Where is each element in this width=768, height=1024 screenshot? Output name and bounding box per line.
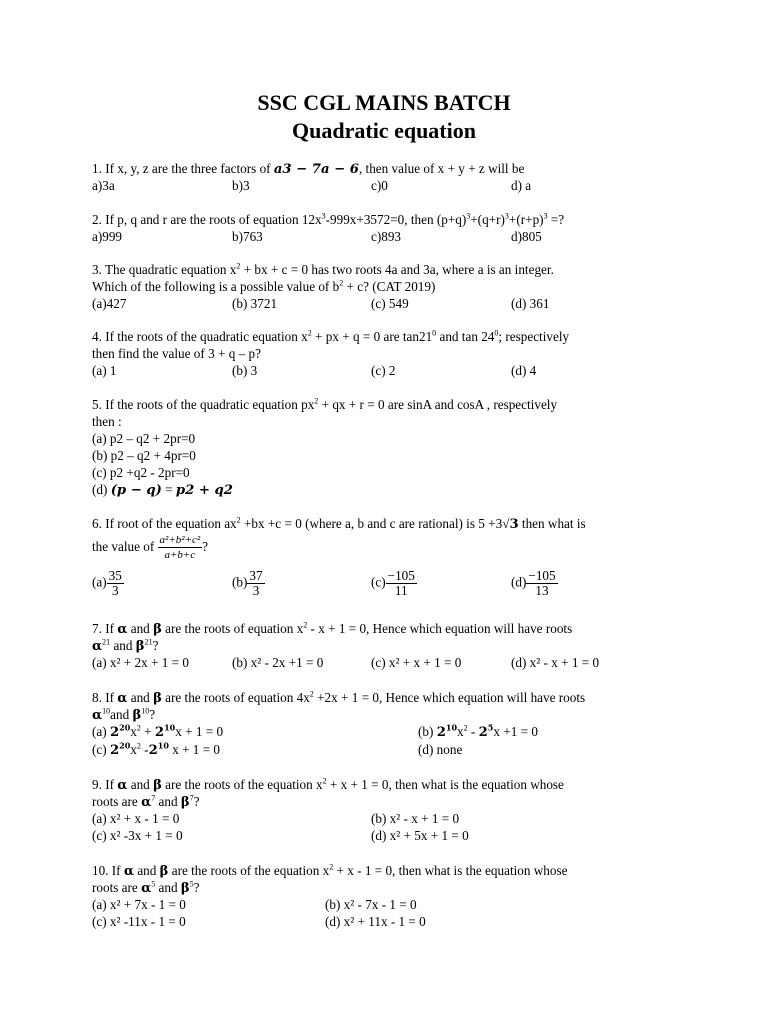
beta-symbol: β [153,691,162,706]
math-base: 2 [109,743,120,758]
fraction-denominator: 3 [247,583,264,598]
question-3 [92,262,554,278]
alpha-symbol: α [92,708,103,723]
question-text: ? [152,638,159,653]
superscript: 5 [189,879,194,889]
question-text: then what is [518,516,586,531]
math-base: 2 [436,725,446,740]
superscript: 2 [236,261,241,271]
alpha-symbol: α [117,622,128,637]
question-text: ; respectively [498,329,570,344]
option-b: b)3 [232,178,250,193]
question-8-line-2 [92,707,155,724]
beta-symbol: β [132,708,142,723]
option-c: (c) 549 [371,296,409,311]
math-expression: a3 − 7a − 6 [273,162,359,177]
question-text: ? [149,707,156,722]
superscript: 20 [119,722,131,733]
fraction-denominator: a+b+c [158,547,203,562]
question-text: 7. If [92,621,118,636]
question-text: ? [193,794,200,809]
option-label: (c) [371,574,386,590]
fraction-numerator: 37 [249,568,263,583]
superscript: 10 [102,706,111,716]
math-variable: x [130,724,137,739]
option-c: (c) x² -3x + 1 = 0 [92,828,183,843]
superscript: 10 [445,722,458,733]
option-a: (a)427 [92,296,127,311]
option-b [232,569,265,598]
option-d: (d) x² + 5x + 1 = 0 [371,828,469,843]
option-label: (c) [92,742,110,757]
math-base: 2 [148,743,158,758]
option-d: (d) 4 [511,363,537,378]
question-9 [92,777,564,794]
option-label: (a) [92,724,110,739]
option-label: (d) [511,574,527,590]
math-expression: (p − q) [110,483,162,498]
question-text: -999x+3572=0, then (p+q) [325,212,467,227]
option-b: (b) x² - 2x +1 = 0 [232,655,324,670]
superscript: 2 [463,723,468,733]
superscript: 2 [307,328,312,338]
question-text: 5. If the roots of the quadratic equation px [92,397,315,412]
superscript: 5 [151,879,156,889]
superscript: 20 [119,740,131,751]
fraction [158,533,203,562]
option-a: (a) x² + 7x - 1 = 0 [92,897,186,912]
math-operator: - [467,724,479,739]
document-title: SSC CGL MAINS BATCH [257,90,511,115]
math-expression: x + 1 = 0 [175,724,224,739]
question-1 [92,161,524,178]
math-operator: + [140,724,155,739]
option-d: d)805 [511,229,542,244]
document-subtitle: Quadratic equation [292,118,476,143]
option-a: (a) x² + x - 1 = 0 [92,811,180,826]
question-text: and [127,777,154,792]
superscript: 21 [144,637,153,647]
option-d [92,482,233,499]
question-text: and [110,638,136,653]
question-text: + px + q = 0 are tan21 [311,329,433,344]
superscript: 2 [339,278,344,288]
question-10 [92,863,567,880]
question-text: =? [547,212,565,227]
fraction [526,569,557,598]
option-d: (d) x² - x + 1 = 0 [511,655,600,670]
question-text: ? [193,880,200,895]
superscript: 10 [141,706,150,716]
option-a: (a) p2 – q2 + 2pr=0 [92,431,196,446]
option-c [92,742,220,759]
superscript: 2 [236,515,241,525]
question-text: 6. If root of the equation ax [92,516,237,531]
fraction-denominator: 11 [386,583,417,598]
option-b: (b) x² - x + 1 = 0 [371,811,460,826]
question-text: are the roots of equation x [161,621,304,636]
fraction-numerator: a²+b²+c² [159,534,201,547]
question-10-line-2 [92,880,200,897]
option-d: (d) x² + 11x - 1 = 0 [325,914,426,929]
math-base: 2 [154,725,165,740]
superscript: 0 [494,328,499,338]
alpha-symbol: α [141,795,152,810]
math-variable: x [130,742,137,757]
math-expression: p2 + q2 [175,483,233,498]
question-text: +2x + 1 = 0, Hence which equation will have roots [313,690,586,705]
question-text: +(q+r) [470,212,505,227]
option-a: a)3a [92,178,115,193]
beta-symbol: β [153,778,162,793]
superscript: 21 [102,637,111,647]
question-4-line-2: then find the value of 3 + q – p? [92,346,261,361]
question-text: + c? (CAT 2019) [343,279,436,294]
superscript: 2 [309,689,314,699]
math-operator: - [140,742,149,757]
beta-symbol: β [153,622,162,637]
option-b: (b) p2 – q2 + 4pr=0 [92,448,196,463]
question-text: + x - 1 = 0, then what is the equation whose [333,863,568,878]
option-a: (a) 1 [92,363,117,378]
superscript: 10 [157,740,169,751]
question-text: and [134,863,160,878]
superscript: 3 [504,211,509,221]
math-base: 2 [478,725,488,740]
math-expression: 3 [509,517,519,532]
question-text: and [155,880,181,895]
option-b: (b) 3 [232,363,258,378]
question-text: 1. If x, y, z are the three factors of [92,161,274,176]
beta-symbol: β [135,639,145,654]
option-c: (c) p2 +q2 - 2pr=0 [92,465,190,480]
option-c: (c) x² + x + 1 = 0 [371,655,462,670]
question-text: 8. If [92,690,118,705]
question-text: and [155,794,181,809]
fraction-numerator: 35 [108,568,122,583]
option-b: (b) x² - 7x - 1 = 0 [325,897,417,912]
question-text: + bx + c = 0 has two roots 4a and 3a, where a is an integer. [240,262,554,277]
option-c: c)893 [371,229,402,244]
question-5-line-2: then : [92,414,122,429]
option-a [92,569,124,598]
question-text: + qx + r = 0 are sinA and cosA , respectively [318,397,558,412]
question-text: roots are [92,794,142,809]
question-text: 10. If [92,863,124,878]
option-b [418,724,538,741]
option-label: (d) [92,482,111,497]
question-text: 3. The quadratic equation x [92,262,237,277]
option-d: (d) 361 [511,296,550,311]
option-a [92,724,223,741]
question-8 [92,690,585,707]
superscript: 3 [321,211,326,221]
superscript: 2 [314,396,319,406]
question-text: +(r+p) [508,212,544,227]
superscript: 2 [329,862,334,872]
question-text: ? [202,539,209,554]
superscript: 10 [164,722,176,733]
question-9-line-2 [92,794,200,811]
option-c: (c) x² -11x - 1 = 0 [92,914,186,929]
question-text: 2. If p, q and r are the roots of equation 12x [92,212,322,227]
question-text: are the roots of equation 4x [161,690,310,705]
math-base: 2 [109,725,120,740]
fraction [386,569,417,598]
superscript: 5 [487,722,494,733]
superscript: 2 [322,776,327,786]
beta-symbol: β [180,881,190,896]
alpha-symbol: α [141,881,152,896]
option-a: (a) x² + 2x + 1 = 0 [92,655,189,670]
question-text: 9. If [92,777,118,792]
question-text: , then value of x + y + z will be [358,161,525,176]
question-text: +bx +c = 0 (where a, b and c are rational) is 5 +3√ [240,516,510,531]
question-text: and [127,621,154,636]
fraction-denominator: 3 [107,583,124,598]
beta-symbol: β [159,864,169,879]
math-variable: x [457,724,464,739]
fraction-numerator: −105 [387,568,415,583]
question-text: and [110,707,133,722]
fraction [107,569,124,598]
alpha-symbol: α [92,639,103,654]
superscript: 7 [151,793,156,803]
option-c: c)0 [371,178,388,193]
question-7 [92,621,572,638]
question-text: and [127,690,154,705]
option-label: (b) [232,574,248,590]
fraction [247,569,264,598]
question-5 [92,397,557,413]
alpha-symbol: α [117,778,128,793]
fraction-numerator: −105 [528,568,556,583]
math-expression: x + 1 = 0 [168,742,221,757]
question-text: - x + 1 = 0, Hence which equation will have roots [307,621,573,636]
superscript: 3 [543,211,548,221]
question-6-line-2 [92,532,208,562]
question-4 [92,329,569,345]
question-7-line-2 [92,638,158,655]
option-a: a)999 [92,229,123,244]
superscript: 7 [189,793,194,803]
option-d: (d) none [418,742,463,757]
alpha-symbol: α [123,864,135,879]
question-text: are the roots of the equation x [168,863,330,878]
math-expression: x +1 = 0 [493,724,538,739]
question-text: + x + 1 = 0, then what is the equation whose [326,777,564,792]
option-label: (a) [92,574,107,590]
question-3-line-2 [92,279,435,295]
superscript: 2 [136,723,141,733]
option-c [371,569,417,598]
question-text: roots are [92,880,142,895]
option-b: b)763 [232,229,263,244]
question-text: 4. If the roots of the quadratic equation x [92,329,308,344]
math-operator: = [161,482,176,497]
question-text: are the roots of the equation x [161,777,323,792]
option-b: (b) 3721 [232,296,278,311]
question-text: Which of the following is a possible value of b [92,279,340,294]
question-6 [92,516,586,533]
question-text: and tan 24 [436,329,495,344]
superscript: 3 [466,211,471,221]
option-c: (c) 2 [371,363,396,378]
fraction-denominator: 13 [526,583,557,598]
question-text: the value of [92,539,158,554]
question-2 [92,212,564,228]
superscript: 2 [136,741,141,751]
alpha-symbol: α [117,691,128,706]
superscript: 0 [432,328,437,338]
option-d: d) a [511,178,532,193]
superscript: 2 [303,620,308,630]
option-label: (b) [418,724,437,739]
beta-symbol: β [180,795,190,810]
option-d [511,569,558,598]
